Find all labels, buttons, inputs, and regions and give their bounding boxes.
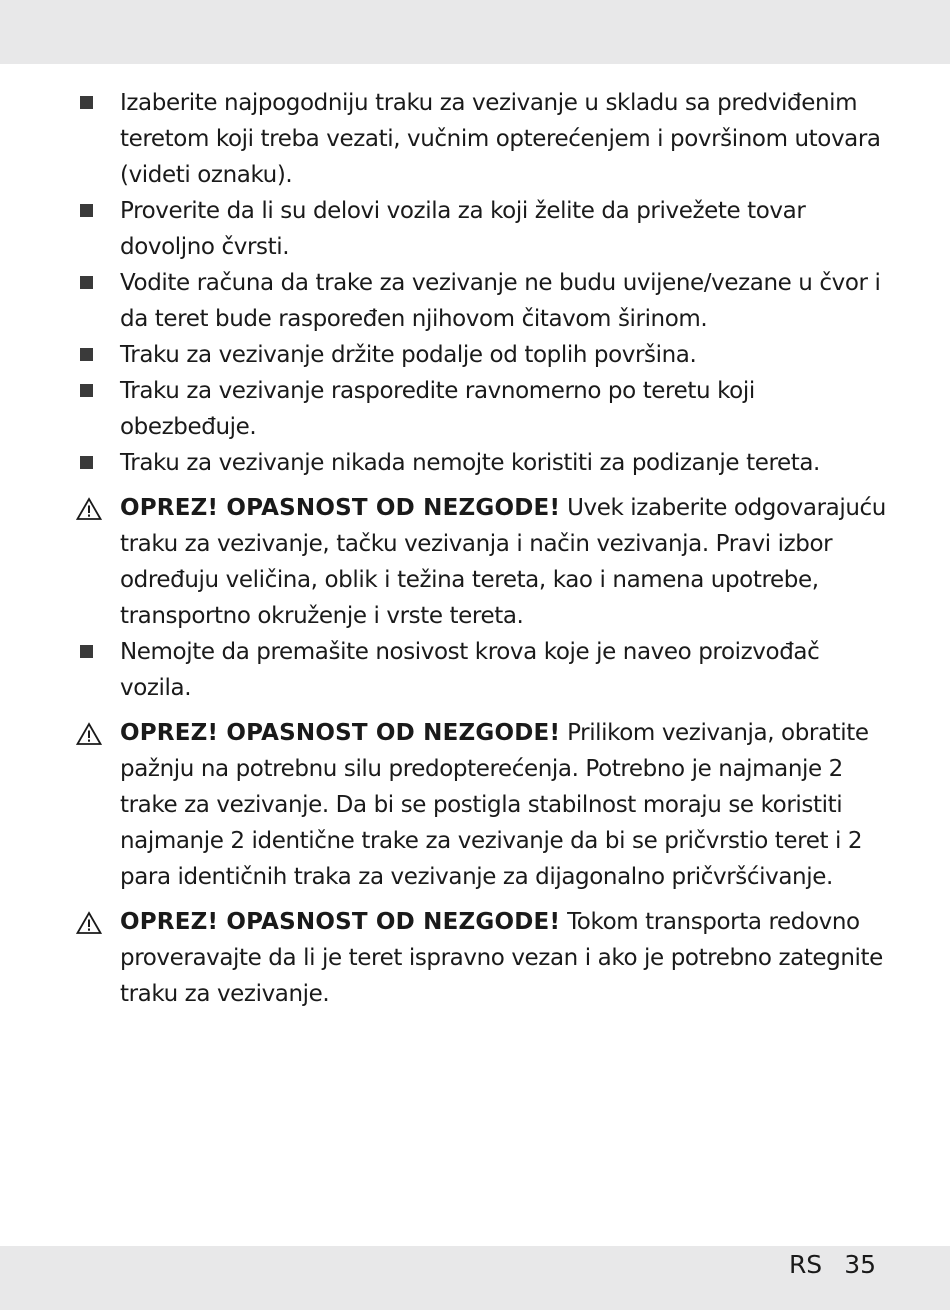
warning-title: OPREZ! OPASNOST OD NEZGODE! — [120, 909, 561, 935]
language-code: RS — [788, 1250, 823, 1279]
warning-triangle-icon — [76, 911, 102, 935]
list-item-text: Nemojte da premašite nosivost krova koje je naveo proizvođač vozila. — [120, 639, 820, 701]
list-item-text: Traku za vezivanje držite podalje od toplih površina. — [120, 342, 697, 368]
square-bullet-icon — [80, 348, 93, 361]
list-item — [76, 265, 886, 337]
list-item — [76, 373, 886, 445]
warning-block — [76, 715, 886, 895]
list-item-text: Izaberite najpogodniju traku za vezivanje u skladu sa predviđenim teretom koji treba vezati, vučnim opterećenjem i površinom utovara (videti oznaku). — [120, 90, 881, 188]
top-band — [0, 0, 950, 64]
list-item — [76, 337, 886, 373]
warning-text: Prilikom vezivanja, obratite pažnju na potrebnu silu predopterećenja. Potrebno je najmanje 2 trake za vezivanje. Da bi se postigla stabilnost moraju se koristiti najmanje 2 identične trake za vezivanje da bi se pričvrstio teret i 2 para identičnih traka za vezivanje za dijagonalno pričvršćivanje. — [120, 720, 869, 890]
page-number: 35 — [844, 1250, 876, 1279]
warning-block — [76, 490, 886, 634]
list-item-text: Traku za vezivanje nikada nemojte koristiti za podizanje tereta. — [120, 450, 820, 476]
warning-triangle-icon — [76, 722, 102, 746]
square-bullet-icon — [80, 384, 93, 397]
list-item — [76, 634, 886, 706]
warning-title: OPREZ! OPASNOST OD NEZGODE! — [120, 495, 561, 521]
list-item — [76, 85, 886, 193]
square-bullet-icon — [80, 96, 93, 109]
warning-text: Tokom transporta redovno proveravajte da li je teret ispravno vezan i ako je potrebno zategnite traku za vezivanje. — [120, 909, 883, 1007]
page-content — [76, 85, 886, 1012]
list-item-text: Vodite računa da trake za vezivanje ne budu uvijene/vezane u čvor i da teret bude raspoređen njihovom čitavom širinom. — [120, 270, 881, 332]
square-bullet-icon — [80, 456, 93, 469]
warning-triangle-icon — [76, 497, 102, 521]
list-item-text: Proverite da li su delovi vozila za koji želite da privežete tovar dovoljno čvrsti. — [120, 198, 806, 260]
square-bullet-icon — [80, 276, 93, 289]
list-item — [76, 445, 886, 481]
page-footer — [789, 1247, 876, 1283]
list-item-text: Traku za vezivanje rasporedite ravnomerno po teretu koji obezbeđuje. — [120, 378, 755, 440]
warning-text: Uvek izaberite odgovarajuću traku za vezivanje, tačku vezivanja i način vezivanja. Pravi izbor određuju veličina, oblik i težina tereta, kao i namena upotrebe, transportno okruženje i vrste tereta. — [120, 495, 886, 629]
list-item — [76, 193, 886, 265]
square-bullet-icon — [80, 204, 93, 217]
warning-title: OPREZ! OPASNOST OD NEZGODE! — [120, 720, 561, 746]
warning-block — [76, 904, 886, 1012]
square-bullet-icon — [80, 645, 93, 658]
